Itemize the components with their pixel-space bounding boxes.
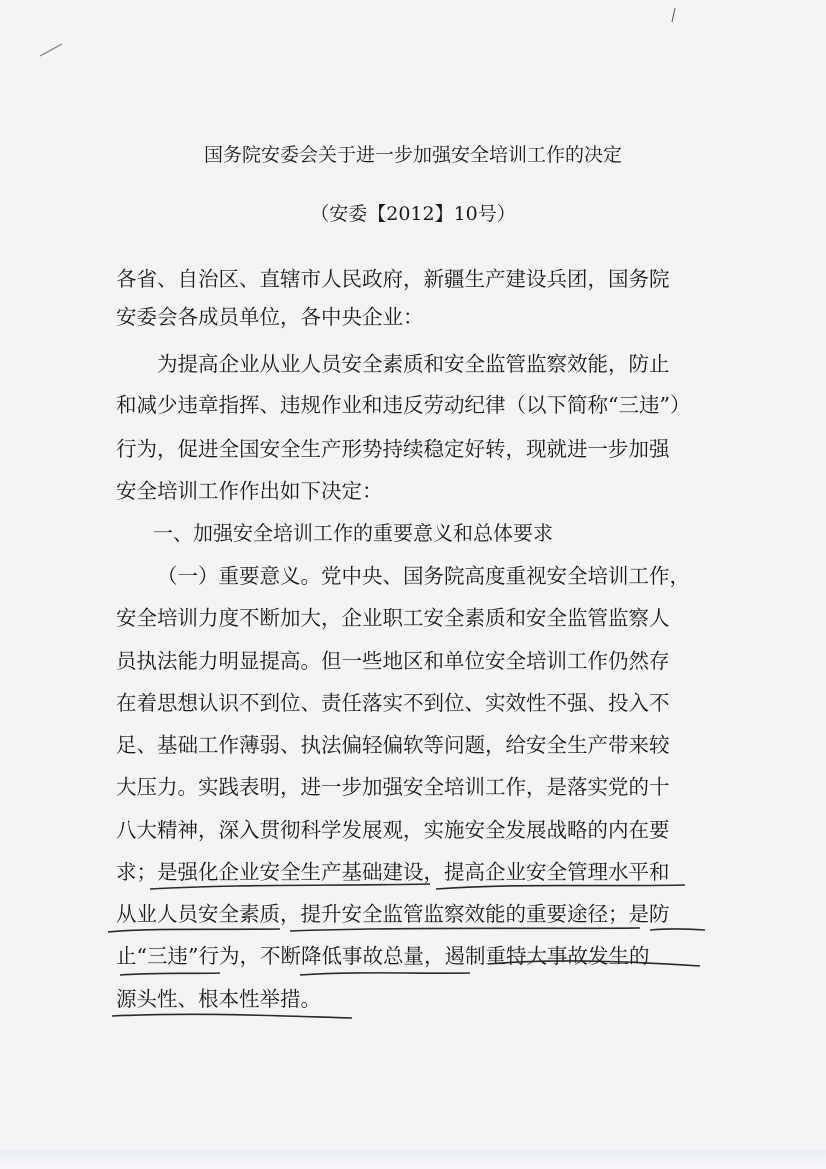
pen-mark: [672, 8, 675, 22]
pen-mark: [40, 44, 62, 56]
underline-stroke: [108, 929, 280, 932]
scan-edge: [0, 1150, 826, 1169]
paragraph-line: 大压力。实践表明，进一步加强安全培训工作，是落实党的十: [116, 775, 670, 799]
paragraph-line: 和减少违章指挥、违规作业和违反劳动纪律（以下简称“三违”）: [116, 393, 691, 417]
paragraph-line: 八大精神，深入贯彻科学发展观，实施安全发展战略的内在要: [116, 818, 670, 842]
paragraph-line: 员执法能力明显提高。但一些地区和单位安全培训工作仍然存: [116, 649, 670, 673]
document-title: 国务院安委会关于进一步加强安全培训工作的决定: [203, 144, 622, 166]
salutation-line: 各省、自治区、直辖市人民政府，新疆生产建设兵团，国务院: [116, 267, 670, 291]
salutation-line: 安委会各成员单位，各中央企业：: [116, 305, 424, 329]
paragraph-line: 安全培训工作作出如下决定：: [116, 479, 383, 503]
paragraph-line: 从业人员安全素质，提升安全监管监察效能的重要途径；是防: [116, 902, 670, 926]
paragraph-line: 源头性、根本性举措。: [116, 987, 321, 1011]
paragraph-line: 止“三违”行为，不断降低事故总量，遏制重特大事故发生的: [116, 944, 650, 968]
underline-stroke: [300, 973, 470, 975]
document-number: （安委【2012】10号）: [310, 203, 516, 225]
section-heading: 一、加强安全培训工作的重要意义和总体要求: [153, 521, 553, 545]
paragraph-line: 为提高企业从业人员安全素质和安全监管监察效能，防止: [157, 352, 670, 376]
paragraph-line: 在着思想认识不到位、责任落实不到位、实效性不强、投入不: [116, 691, 670, 715]
paragraph-line: 安全培训力度不断加大，企业职工安全素质和安全监管监察人: [116, 606, 670, 630]
underline-stroke: [120, 973, 220, 975]
underline-stroke: [650, 929, 705, 930]
underline-stroke: [112, 1014, 352, 1018]
paragraph-line: 求；是强化企业安全生产基础建设，提高企业安全管理水平和: [116, 860, 670, 884]
paragraph-line: 行为，促进全国安全生产形势持续稳定好转，现就进一步加强: [116, 437, 670, 461]
paragraph-line: 足、基础工作薄弱、执法偏轻偏软等问题，给安全生产带来较: [116, 733, 670, 757]
paragraph-line: （一）重要意义。党中央、国务院高度重视安全培训工作，: [157, 564, 690, 588]
